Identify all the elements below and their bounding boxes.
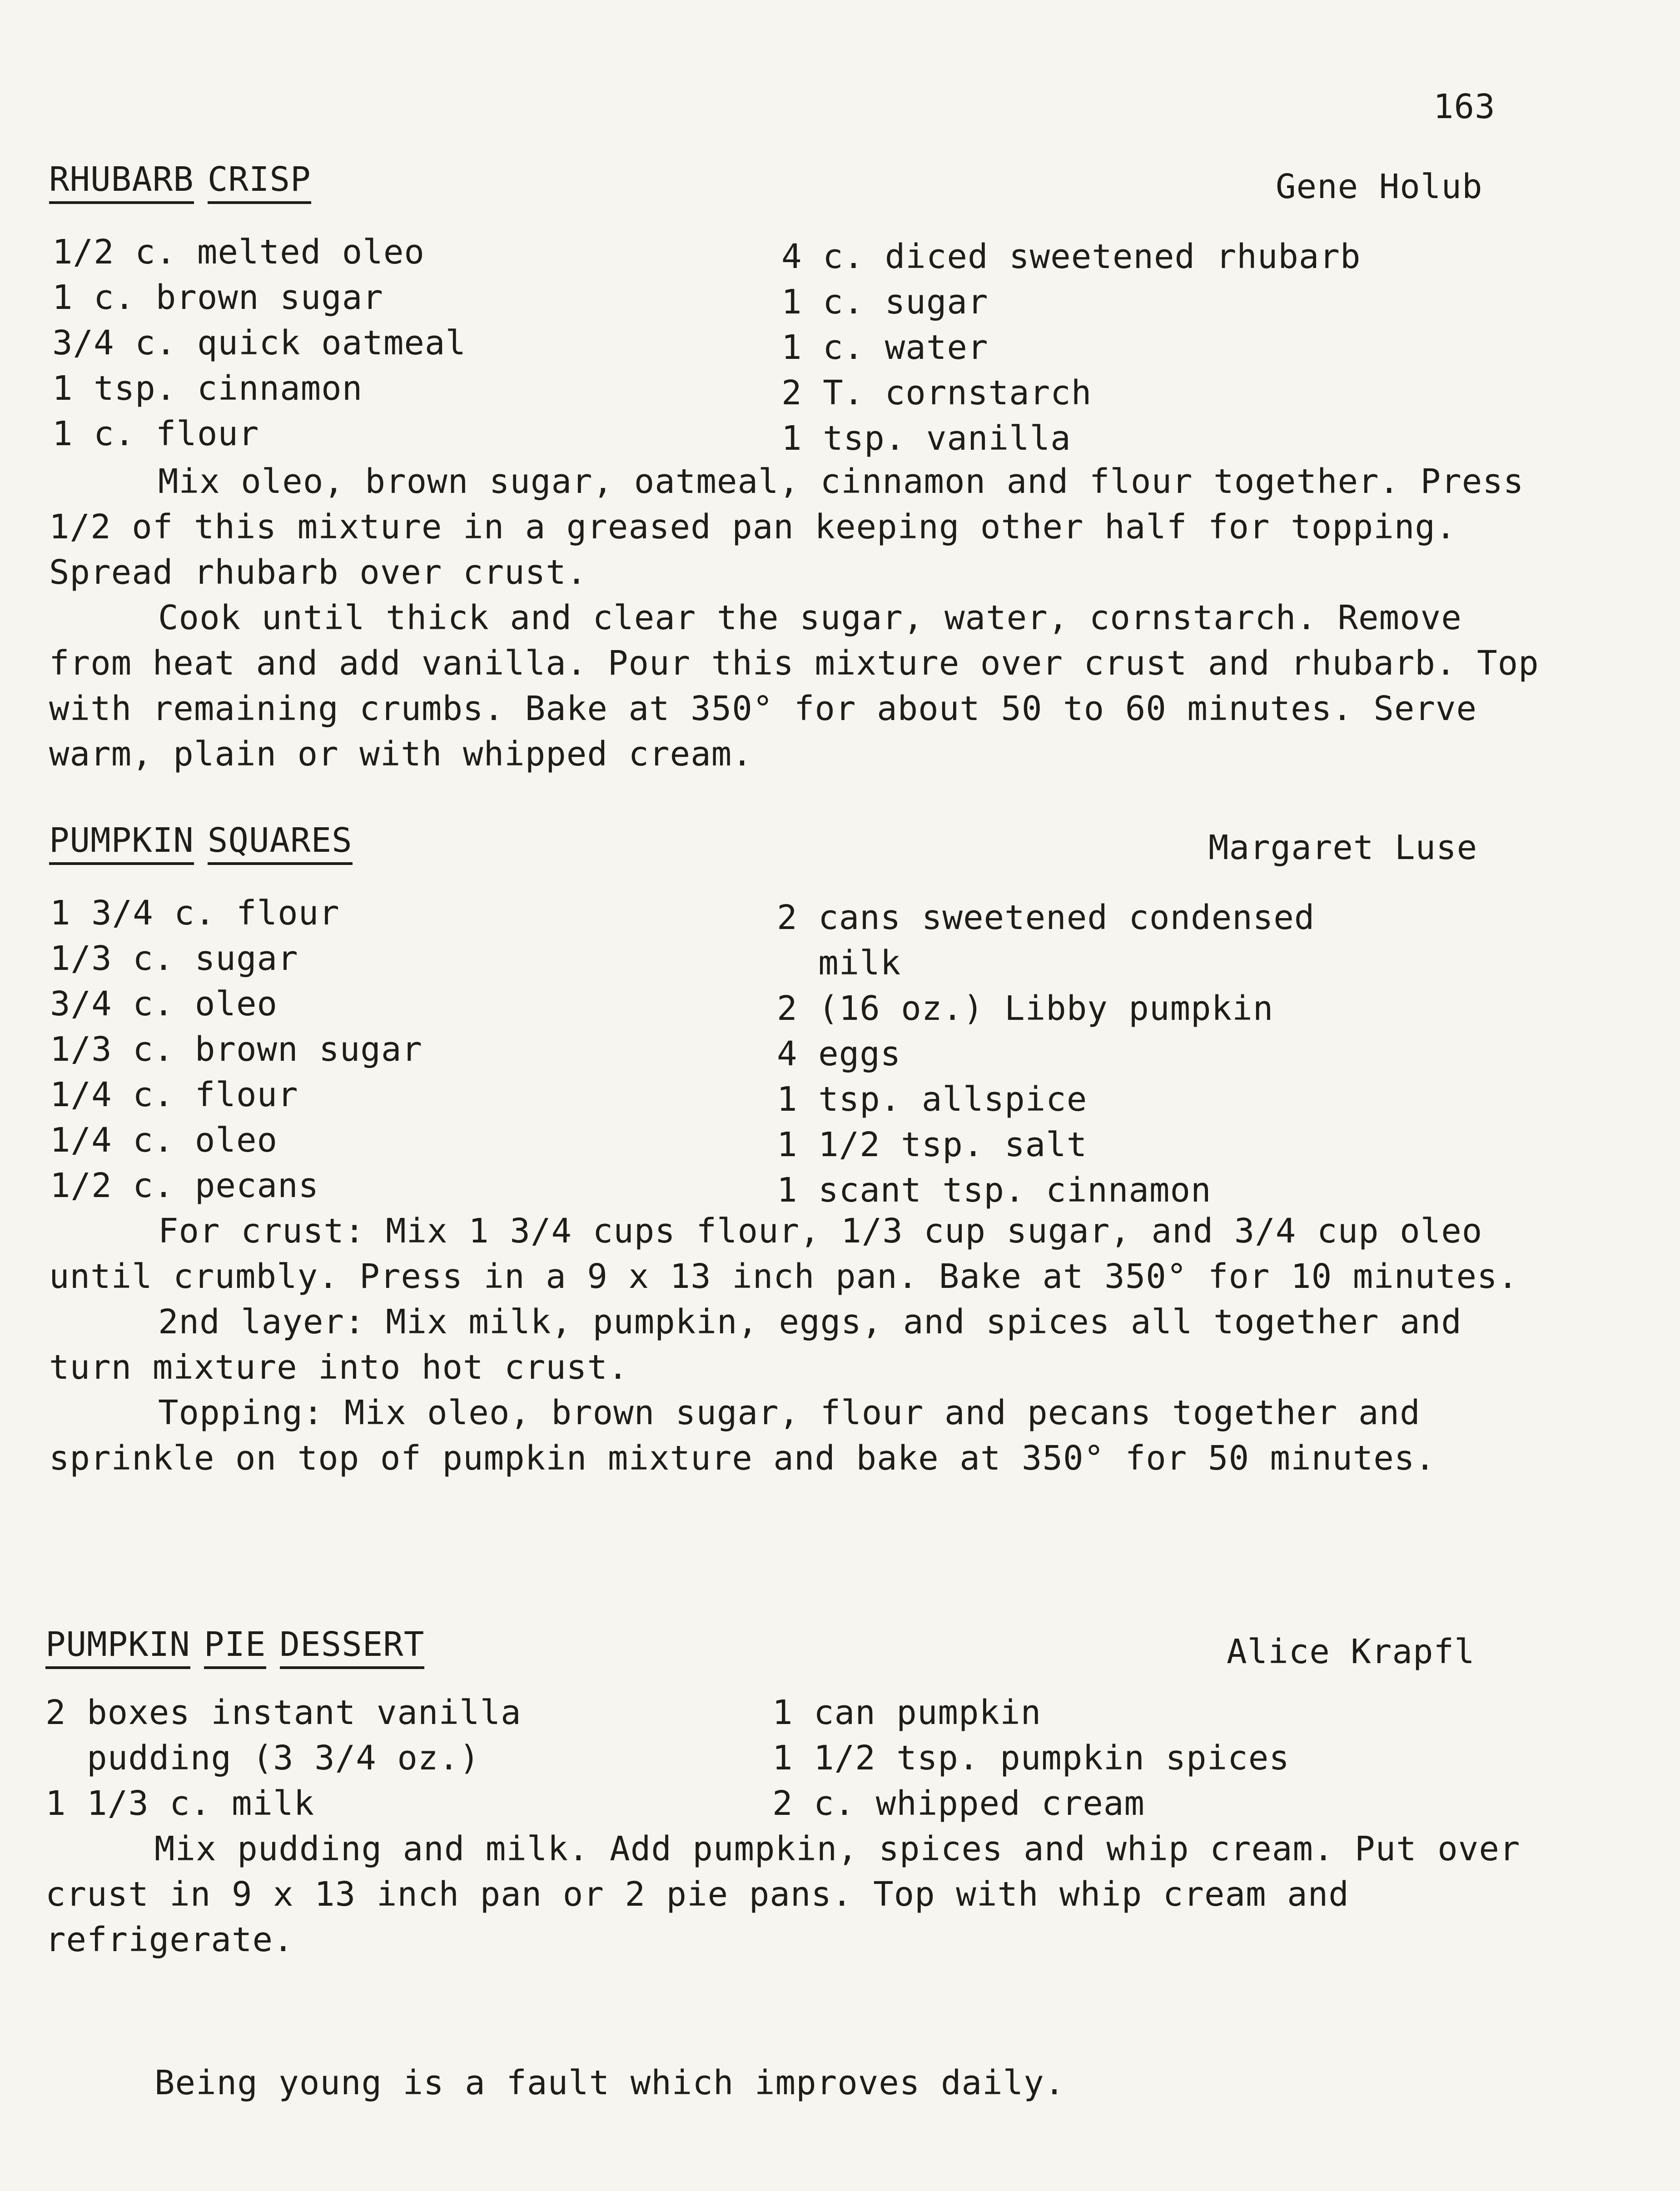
direction-paragraph: Mix oleo, brown sugar, oatmeal, cinnamon and flour together. Press 1/2 of this mixture in a greased pan keeping other half for topping. Spread rhubarb over crust. [49,462,1524,592]
ingredients-left [45,1690,522,1826]
ingredient: milk [777,944,901,983]
ingredient: 1 tsp. allspice [777,1080,1088,1119]
ingredients-right [781,234,1361,461]
ingredient: 1/2 c. melted oleo [52,233,425,272]
ingredient: 1 tsp. cinnamon [52,369,363,408]
ingredient: 1 c. brown sugar [52,278,383,317]
title-word: PUMPKIN [49,819,194,865]
ingredient: 1/3 c. brown sugar [50,1030,422,1069]
recipe-title [49,818,366,865]
ingredient: 1 3/4 c. flour [50,894,340,933]
ingredient: 1 1/3 c. milk [45,1784,315,1823]
ingredient: 1/2 c. pecans [50,1166,319,1205]
title-word: SQUARES [208,819,353,865]
footer-quote: Being young is a fault which improves daily. [154,2063,1065,2102]
title-word: PIE [204,1623,266,1669]
ingredient: 2 T. cornstarch [781,373,1092,412]
recipe-directions [49,1208,1548,1481]
recipe-author: Margaret Luse [1208,828,1478,867]
ingredient: 1/4 c. flour [50,1075,298,1114]
title-word: CRISP [208,158,311,204]
ingredient: 1/3 c. sugar [50,939,298,978]
title-word: PUMPKIN [45,1623,190,1669]
direction-paragraph: Cook until thick and clear the sugar, water, cornstarch. Remove from heat and add vanilla. Pour this mixture over crust and rhubarb. Top with remaining crumbs. Bake at 350° for about 50 to 60 minutes. Serve warm, plain or with whipped cream. [49,598,1539,774]
recipe-author: Gene Holub [1276,167,1483,206]
ingredient: 1 can pumpkin [772,1693,1042,1732]
ingredient: pudding (3 3/4 oz.) [45,1739,480,1778]
direction-paragraph: 2nd layer: Mix milk, pumpkin, eggs, and spices all together and turn mixture into hot crust. [49,1302,1462,1387]
ingredient: 2 c. whipped cream [772,1784,1145,1823]
ingredient: 1 c. flour [52,414,259,453]
ingredients-left [50,890,422,1208]
direction-paragraph: For crust: Mix 1 3/4 cups flour, 1/3 cup sugar, and 3/4 cup oleo until crumbly. Press in a 9 x 13 inch pan. Bake at 350° for 10 minutes. [49,1212,1519,1296]
recipe-title [45,1622,438,1669]
ingredient: 3/4 c. oleo [50,984,278,1023]
ingredient: 2 cans sweetened condensed [777,898,1315,937]
ingredients-right [777,895,1315,1213]
recipe-title [49,157,325,204]
ingredient: 1 scant tsp. cinnamon [777,1171,1212,1210]
ingredient: 2 (16 oz.) Libby pumpkin [777,989,1274,1028]
ingredients-left [52,229,466,457]
ingredient: 4 eggs [777,1034,901,1073]
title-word: DESSERT [280,1623,425,1669]
direction-paragraph: Topping: Mix oleo, brown sugar, flour and pecans together and sprinkle on top of pumpkin mixture and bake at 350° for 50 minutes. [49,1393,1436,1478]
recipe-author: Alice Krapfl [1227,1632,1475,1671]
ingredient: 4 c. diced sweetened rhubarb [781,237,1361,276]
title-word: RHUBARB [49,158,194,204]
recipe-directions [45,1826,1545,1962]
ingredient: 1 tsp. vanilla [781,419,1071,458]
ingredient: 1 1/2 tsp. salt [777,1125,1088,1164]
ingredient: 3/4 c. quick oatmeal [52,323,467,363]
direction-paragraph: Mix pudding and milk. Add pumpkin, spices and whip cream. Put over crust in 9 x 13 inch pan or 2 pie pans. Top with whip cream and refrigerate. [45,1829,1521,1959]
ingredient: 1 c. sugar [781,283,989,322]
page-number: 163 [1433,87,1496,126]
ingredient: 1 c. water [781,328,989,367]
ingredient: 2 boxes instant vanilla [45,1693,522,1732]
ingredient: 1/4 c. oleo [50,1121,278,1160]
ingredient: 1 1/2 tsp. pumpkin spices [772,1739,1290,1778]
recipe-directions [49,459,1548,777]
ingredients-right [772,1690,1290,1826]
